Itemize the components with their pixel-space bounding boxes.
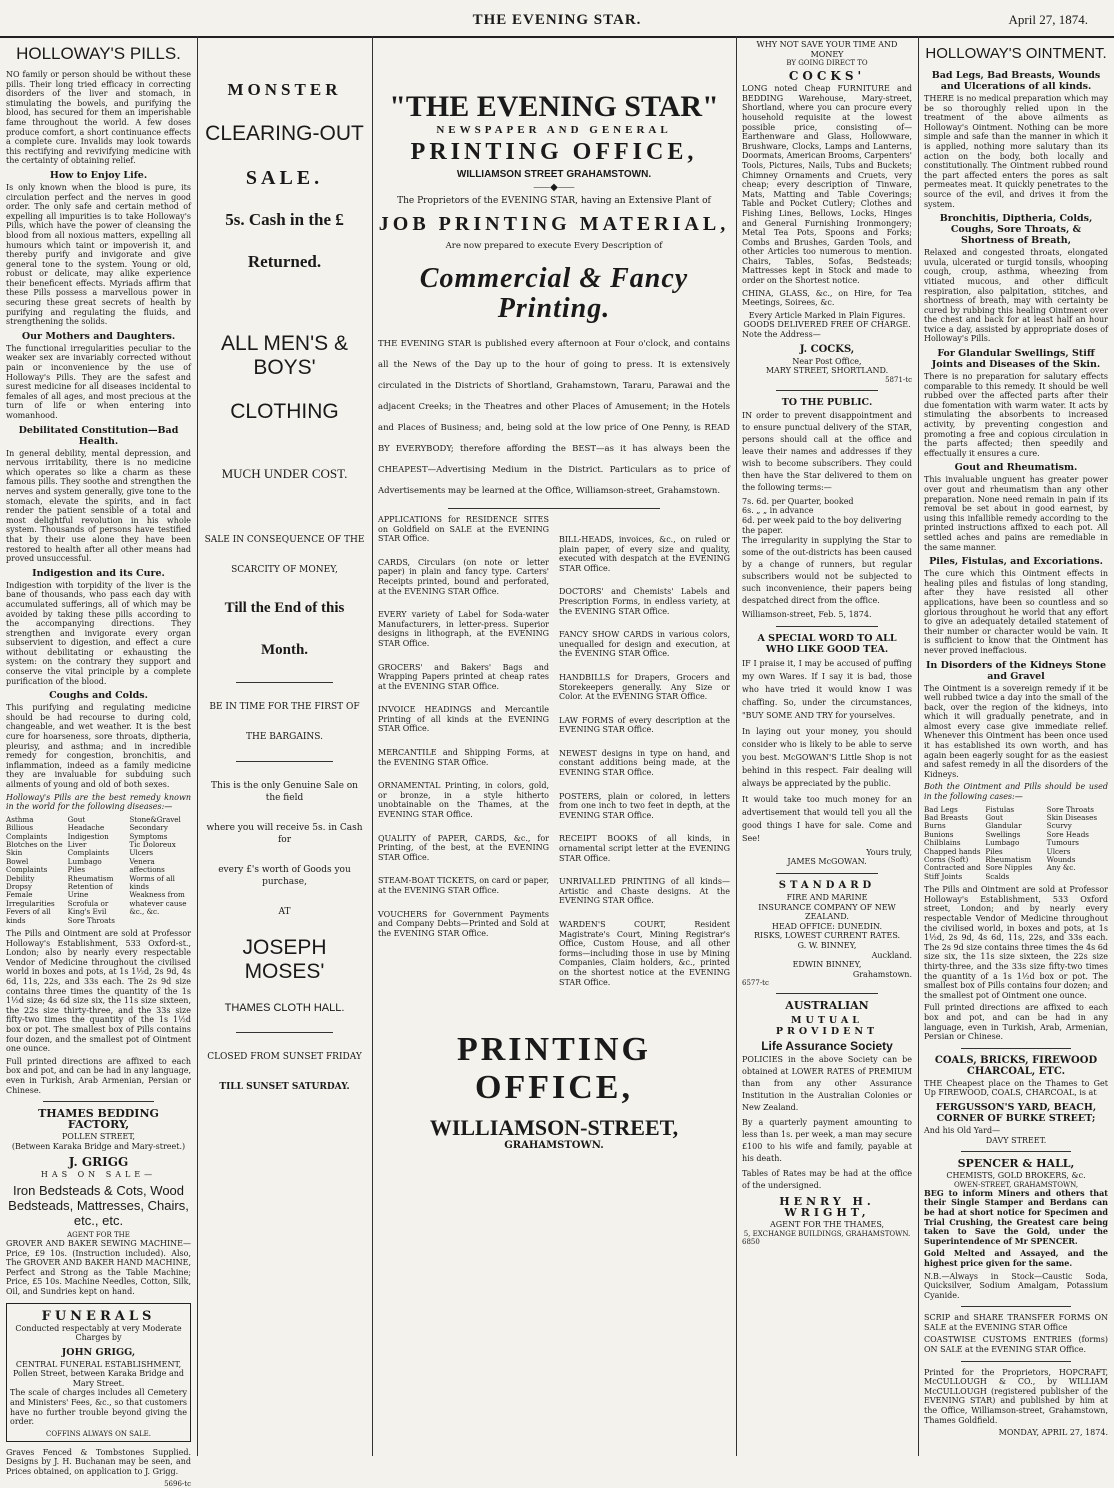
- sale-returned: Returned.: [247, 252, 322, 271]
- funerals-text: Conducted respectably at very Moderate Charges by: [15, 1323, 182, 1343]
- office-printing: PRINTING OFFICE,: [410, 138, 698, 165]
- office-paragraph: THE EVENING STAR is published every afternoon at Four o'clock, and contains all the News of the Day up to the hour of going to press. It is extensively circulated in the Districts of Shortland, Grahamstown, Tararu, Parawai and the adjacent Creeks; in the Theatres and other Places of Amusement; in the Hotels and Places of Business; and, being sold at the low price of One Penny, is READ BY EVERYBODY; therefore affording the BEST—as it has always been the CHEAPEST—Advertising Medium in the District. Particulars as to price of Advertisements may be learned at the Office, Williamson-street, Grahamstown.: [378, 338, 730, 496]
- pills-intro: NO family or person should be without these pills. Their long tried efficacy in correcting disorders of the liver and stomach, in stimulating the bowels, and purifying the blood, has secured for them an imperishable fame throughout the world. A few doses produce comfort, a short continuance effects a complete cure. Invalids may look towards this rectifying and revivifying medicine with the certainty of obtaining relief.: [6, 70, 191, 166]
- iron-bedsteads: Iron Bedsteads & Cots, Wood Bedsteads, Mattresses, Chairs, etc., etc.: [8, 1182, 189, 1228]
- ointment-title: Bad Legs, Bad Breasts, Wounds and Ulcerations of all kinds.: [931, 70, 1101, 92]
- bedding-title: THAMES BEDDING FACTORY,: [38, 1107, 159, 1132]
- ointment-title: In Disorders of the Kidneys Stone and Gravel: [925, 659, 1107, 682]
- sale-hall: THAMES CLOTH HALL.: [224, 1002, 345, 1014]
- grigg-name: J. GRIGG: [68, 1155, 129, 1170]
- column-holloways-pills: [0, 36, 197, 1488]
- cocks-note: Note the Address—: [742, 330, 821, 340]
- cocks-title: COCKS': [788, 69, 866, 84]
- coals-fergusson: FERGUSSON'S YARD, BEACH, CORNER OF BURKE STREET;: [935, 1101, 1097, 1124]
- small-ad: QUALITY of PAPER, CARDS, &c., for Printing, of the best, at the EVENING STAR Office.: [378, 833, 549, 862]
- standard-agent: G. W. BINNEY,: [797, 940, 857, 950]
- spencer-chemists: CHEMISTS, GOLD BROKERS, &c.: [946, 1171, 1086, 1181]
- bottom-street: WILLIAMSON-STREET,: [429, 1115, 679, 1141]
- amp-policies: POLICIES in the above Society can be obtained at LOWER RATES of PREMIUM than from any other Assurance Institution in the Australian Colonies or New Zealand.: [742, 1055, 912, 1113]
- ointment-text: The Ointment is a sovereign remedy if it be well rubbed twice a day into the small of the back, over the region of the kidneys, into which it will gradually penetrate, and in almost every case give immediate relief. Whenever this Ointment has been once used it has established its own worth, and has again been eagerly sought for as the easiest and safest remedy in all the disorders of the Kidneys.: [924, 683, 1108, 779]
- ailment-item: Glandular Swellings: [985, 821, 1022, 839]
- small-ad: HANDBILLS for Drapers, Grocers and Storekeepers generally. Any Size or Color. At the EVENING STAR Office.: [559, 672, 730, 702]
- sale-consequence: SALE IN CONSEQUENCE OF THE: [204, 535, 365, 545]
- office-subtitle: NEWSPAPER AND GENERAL: [436, 124, 672, 136]
- ointment-title: Bronchitis, Diptheria, Colds, Coughs, Sore Throats, & Shortness of Breath,: [939, 213, 1093, 247]
- separator: [961, 1306, 1071, 1307]
- standard-insurance: INSURANCE COMPANY OF NEW ZEALAND.: [758, 902, 896, 922]
- spencer-text: BEG to inform Miners and others that their Single Stamper and Berdans can be had at short notice for Specimen and Trial Crushing, the Greatest care being taken to Save the Gold, under the Superintendence of Mr SPENCER.: [924, 1187, 1108, 1246]
- disease-item: Billious Complaints: [6, 823, 48, 841]
- disease-item: Headache: [67, 823, 105, 833]
- tea-yours: Yours truly,: [866, 847, 912, 857]
- section-text: This purifying and regulating medicine should be had recourse to during cold, changeable, and wet weather. It is the best cure for hoarseness, sore throats, diptheria, pleurisy, and asthma; and in incredible remedy for congestion, bronchitis, and inflammation, indeed as a family medicine they are invaluable for subduing such ailments of young and old of both sexes.: [6, 703, 191, 789]
- disease-item: Lumbago: [67, 856, 102, 866]
- grover-machine: GROVER AND BAKER SEWING MACHINE—Price, £9 10s. (Instruction included). Also, The GROVER AND BAKER HAND MACHINE, Perfect and Strong as the Table Machine; Price, £5 10s. Machine Needles, Cotton, Silk, Oil, and Sundries kept on hand.: [6, 1238, 191, 1296]
- ailment-item: Contracted and Stiff Joints: [924, 863, 981, 881]
- column-cocks: [736, 36, 918, 1456]
- small-ads: [378, 515, 730, 1001]
- sale-clothing: CLOTHING: [230, 400, 339, 423]
- small-ad: EVERY variety of Label for Soda-water Manufacturers, in letter-press. Superior designs in lithograph, at the EVENING STAR Office.: [378, 610, 549, 648]
- disease-item: Secondary Symptoms: [129, 823, 168, 841]
- standard-title: STANDARD: [778, 879, 876, 891]
- small-ad: DOCTORS' and Chemists' Labels and Prescription Forms, in endless variety, at the EVENING STAR Office.: [559, 587, 730, 616]
- ailment-item: Tumours: [1046, 838, 1079, 848]
- ailment-item: Bad Legs: [924, 804, 958, 814]
- office-commercial: Commercial & Fancy Printing.: [419, 262, 689, 324]
- sale-till: Till the End of this: [224, 600, 345, 616]
- ailment-item: Scurvy: [1046, 821, 1072, 831]
- ailment-item: Burns: [924, 821, 946, 831]
- small-ad: GROCERS' and Bakers' Bags and Wrapping Papers printed at cheap rates at the EVENING STAR Office.: [378, 662, 549, 691]
- disease-item: Indigestion: [67, 831, 109, 841]
- terms-item: 6d. per week paid to the boy delivering the paper.: [742, 516, 902, 535]
- ref-number: 5696-tc: [164, 1479, 191, 1488]
- cocks-near: Near Post Office,: [792, 356, 862, 366]
- separator: [776, 390, 878, 391]
- ailment-item: Wounds: [1046, 855, 1076, 865]
- bedding-address: POLLEN STREET,: [61, 1132, 136, 1142]
- sale-title: SALE.: [245, 167, 324, 189]
- ointment-text: This invaluable unguent has greater power over gout and rheumatism than any other preparation. None need remain in pain if its removal be set about in good earnest, by using this infallible remedy according to the printed instructions affixed to each pot. All settled aches and pains are remediable in the same manner.: [924, 475, 1108, 552]
- disease-item: &c., &c.: [129, 907, 160, 917]
- funerals-title: FUNERALS: [41, 1308, 156, 1324]
- disease-table-column: [6, 816, 68, 925]
- amp-wright: HENRY H. WRIGHT,: [779, 1195, 875, 1220]
- coastwise-ad: COASTWISE CUSTOMS ENTRIES (forms) ON SALE at the EVENING STAR Office.: [924, 1335, 1108, 1355]
- masthead: [0, 0, 1114, 38]
- ailment-item: Sore Heads: [1046, 829, 1089, 839]
- sale-bargains: THE BARGAINS.: [246, 732, 323, 742]
- sale-cash: 5s. Cash in the £: [225, 210, 344, 229]
- ref-number: 6577-tc: [742, 979, 769, 988]
- ointment-directions: Full printed directions are affixed to each box and pot, and can be had in any language, even in Turkish, Arab, Armenian, Persian or Chinese.: [924, 1003, 1108, 1042]
- disease-item: Worms of all kinds: [129, 873, 175, 892]
- ailment-item: Sore Nipples: [985, 863, 1033, 873]
- terms-item: 7s. 6d. per Quarter, booked: [742, 496, 854, 506]
- coals-old-yard: And his Old Yard—: [924, 1125, 1001, 1135]
- issue-date: April 27, 1874.: [1008, 12, 1088, 27]
- sale-where: where you will receive 5s. in Cash for: [206, 823, 363, 845]
- public-date: Williamson-street, Feb. 5, 1874.: [742, 610, 872, 620]
- ailment-item: Scalds: [985, 871, 1010, 881]
- small-ad: CARDS, Circulars (on note or letter paper) in plain and fancy type. Carters' Receipts printed, bound and perforated, at the EVENING STAR Office.: [378, 557, 549, 596]
- cocks-delivered: GOODS DELIVERED FREE OF CHARGE.: [743, 320, 911, 330]
- spencer-owen: OWEN-STREET, GRAHAMSTOWN,: [953, 1180, 1079, 1189]
- ointment-heading: HOLLOWAY'S OINTMENT.: [925, 45, 1107, 62]
- pills-sale-info: The Pills and Ointment are sold at Professor Holloway's Establishment, 533 Oxford-st., London; also by nearly every respectable Vendor of Medicine throughout the civilised world in boxes and pots, at 1s 1½d, 2s 9d, 4s 6d, 11s, 22s, and 33s each. The 2s 9d size contains three times the quantity of the 1s 1½d size; 4s 6d size six, the 11s size sixteen, the 22s size thirty-three, and the 33s size fifty-two times the quantity of the 1s 1½d box or pot. The smallest box of Pills contains four dozen, and the smallest pot of Ointment one ounce.: [6, 929, 191, 1054]
- column-holloways-ointment: [918, 36, 1114, 1456]
- ointment-text: There is no preparation for salutary effects comparable to this remedy. It should be well rubbed over the affected parts after their due fomentation with warm water. It acts by stimulating the absorbents to increased activity, by preventing congestion and promoting a free and copious circulation in the parts affected; then speedily and effectually it ensures a cure.: [924, 372, 1108, 458]
- section-text: The functional irregularities peculiar to the weaker sex are invariably corrected without pain or inconvenience by the use of Holloway's Pills. They are the safest and surest medicine for all diseases incidental to females of all ages, and most precious at the turn of life or when entering into womanhood.: [6, 343, 191, 420]
- amp-quarterly: By a quarterly payment amounting to less than 1s. per week, a man may secure £100 to his wife and family, payable at his death.: [742, 1118, 912, 1164]
- standard-risks: RISKS, LOWEST CURRENT RATES.: [753, 931, 901, 941]
- standard-grahamstown: Grahamstown.: [852, 969, 912, 979]
- funerals-name: JOHN GRIGG,: [61, 1346, 136, 1358]
- small-ad: UNRIVALLED PRINTING of all kinds—Artistic and Chaste designs. At the EVENING STAR Office.: [559, 877, 730, 906]
- ailment-item: Ulcers: [1046, 846, 1071, 856]
- ref-number: 5871-tc: [885, 375, 912, 384]
- separator: [236, 682, 334, 683]
- imprint: Printed for the Proprietors, HOPCRAFT, McCULLOUGH & CO., by WILLIAM McCULLOUGH (registered publisher of the EVENING STAR) and published by him at the Office, Williamson-street, Grahamstown, Thames Goldfield.: [924, 1367, 1108, 1425]
- funerals-scale: The scale of charges includes all Cemetery and Ministers' Fees, &c., so that customers have no further trouble beyond giving the order.: [10, 1388, 187, 1427]
- sale-month: Month.: [260, 642, 309, 658]
- imprint-date: MONDAY, APRIL 27, 1874.: [998, 1428, 1108, 1438]
- office-job: JOB PRINTING MATERIAL,: [378, 213, 730, 236]
- irregular-text: The irregularity in supplying the Star to some of the out-districts has been caused by a change of runners, but regular subscribers would not be subjected to such inconvenience, their papers being despatched direct from the office.: [742, 536, 912, 606]
- standard-agent: EDWIN BINNEY,: [792, 960, 862, 970]
- pills-directions: Full printed directions are affixed to each box and pot, and can be had in any language, even in Turkish, Arab Armenian, Persian or Chinese.: [6, 1056, 191, 1095]
- section-title: Coughs and Colds.: [49, 690, 148, 702]
- separator: [236, 761, 334, 762]
- scrip-ad: SCRIP and SHARE TRANSFER FORMS ON SALE at the EVENING STAR Office: [924, 1313, 1108, 1332]
- sale-every: every £'s worth of Goods you purchase,: [218, 865, 351, 887]
- coffins: COFFINS ALWAYS ON SALE.: [46, 1429, 151, 1438]
- small-ad: RECEIPT BOOKS of all kinds, in ornamental script letter at the EVENING STAR Office.: [559, 834, 730, 863]
- bedding-between: (Between Karaka Bridge and Mary-street.): [11, 1141, 186, 1151]
- disease-item: Weakness from whatever cause: [129, 890, 187, 908]
- column-printing-office: [372, 36, 736, 1456]
- disease-item: Blotches on the Skin: [6, 840, 63, 858]
- spencer-nb: N.B.—Always in Stock—Caustic Soda, Quicksilver, Sodium Amalgam, Potassium Cyanide.: [924, 1271, 1108, 1300]
- section-text: In general debility, mental depression, and nervous irritability, there is no medicine which operates so like a charm as these famous pills. They soothe and strengthen the nerves and system generally, give tone to the stomach, elevate the spirits, and in fact render the patient sensible of a total and most delightful revolution in his whole system. Thousands of persons have testified that by their use alone they have been restored to health after all other means had proved unsuccessful.: [6, 448, 191, 564]
- ailment-item: Chapped hands: [924, 846, 981, 856]
- ailment-item: Chilblains: [924, 838, 961, 848]
- disease-item: Venera affections: [129, 856, 165, 875]
- separator: [776, 993, 878, 994]
- small-ads-right: [559, 515, 730, 1001]
- funerals-box: [6, 1303, 191, 1442]
- ailment-item: Gout: [985, 813, 1003, 823]
- small-ad: LAW FORMS of every description at the EVENING STAR Office.: [559, 715, 730, 735]
- section-title: Debilitated Constitution—Bad Health.: [18, 424, 179, 447]
- amp-title: AUSTRALIAN: [785, 999, 869, 1013]
- ointment-text: THERE is no medical preparation which may be so thoroughly relied upon in the treatment of the above ailments as Holloway's Ointment. Nothing can be more simple and safe than the manner in which it is applied, nothing more salutary than its action on the body, both locally and constitutionally. The Ointment rubbed round the part affected enters the pores as salt permeates meat. It quickly penetrates to the source of the evil, and drives it from the system.: [924, 94, 1108, 209]
- ailment-item: Lumbago: [985, 838, 1020, 848]
- disease-item: Stone&Gravel: [129, 814, 181, 824]
- disease-item: Debility: [6, 873, 35, 883]
- sale-moses: JOSEPH MOSES': [242, 936, 327, 983]
- disease-item: Fevers of all kinds: [6, 907, 51, 925]
- section-text: Is only known when the blood is pure, its circulation perfect and the nerves in good order. The only safe and certain method of expelling all impurities is to take Holloway's Pills, which have the power of cleansing the blood from all noxious matters, expelling all humours which taint or impoverish it, and thereby purify and invigorate and give general tone to the system. Young or old, robust or delicate, may alike experience their beneficent effects. Myriads affirm that these Pills possess a marvellous power in securing these great secrets of health by purifying and regulating the fluids, and strengthening the solids.: [6, 182, 191, 327]
- graves: Graves Fenced & Tombstones Supplied. Designs by J. H. Buchanan may be seen, and Prices obtained, on application to J. Grigg.: [6, 1447, 191, 1477]
- disease-table-column: [68, 816, 130, 925]
- cocks-text: LONG noted Cheap FURNITURE and BEDDING Warehouse, Mary-street, Shortland, where you can procure every household requisite at the lowest possible price, consisting of—Earthenware and Glass, Hollowware, Brushware, Clocks, Lamps and Lanterns, Doormats, American Brooms, Carpenters' Tools, Pictures, Nails, Tubs and Buckets; Chimney Ornaments and Cruets, very cheap; every description of Tinware, Mats, Matting and Table Coverings; Table and Pocket Cutlery; Clothes and Fishing Lines, Bellows, Locks, Hinges and General Furnishing Ironmongery; Metal Tea Pots, Spoons and Forks; Combs and Brushes, Garden Tools, and other Articles too numerous to mention. Chairs, Tables, Sofas, Bedsteads; Mattresses kept in Stock and made to order on the Shortest notice.: [742, 84, 912, 286]
- cocks-china: CHINA, GLASS, &c., on Hire, for Tea Meetings, Soirees, &c.: [742, 288, 912, 308]
- ointment-table-column: [1047, 806, 1108, 882]
- terms-item: 6s. „ „ in advance: [742, 506, 814, 516]
- ointment-table-column: [924, 806, 985, 882]
- ailment-item: Rheumatism: [985, 855, 1032, 865]
- ailment-item: Skin Diseases: [1046, 813, 1098, 823]
- cocks-marked: Every Article Marked in Plain Figures.: [748, 310, 906, 320]
- sale-cost: MUCH UNDER COST.: [221, 466, 348, 481]
- disease-item: Retention of Urine: [67, 882, 113, 900]
- funerals-establishment: CENTRAL FUNERAL ESTABLISHMENT, Pollen Street, between Karaka Bridge and Mary Street.: [12, 1359, 185, 1388]
- cocks-name: J. COCKS,: [799, 343, 855, 355]
- cocks-mary: MARY STREET, SHORTLAND.: [765, 366, 889, 376]
- small-ad: NEWEST designs in type on hand, and constant additions being made, at the EVENING STAR Office.: [559, 748, 730, 778]
- agent-for: AGENT FOR THE: [67, 1230, 130, 1239]
- sale-till-saturday: TILL SUNSET SATURDAY.: [219, 1082, 350, 1092]
- spencer-title: SPENCER & HALL,: [957, 1157, 1075, 1171]
- disease-item: Gout: [67, 814, 86, 824]
- sale-scarcity: SCARCITY OF MONEY,: [231, 565, 338, 575]
- ointment-table-intro: Both the Ointment and Pills should be used in the following cases:—: [924, 782, 1108, 802]
- disease-table-column: [129, 816, 191, 925]
- sale-closed: CLOSED FROM SUNSET FRIDAY: [207, 1052, 362, 1062]
- ointment-title: Gout and Rheumatism.: [954, 462, 1078, 474]
- small-ad: WARDEN'S COURT, Resident Magistrate's Court, Mining Registrar's Office, Custom House, and all other forms—including those in use by Mining Companies, Claim holders, &c., printed on the shortest notice at the EVENING STAR Office.: [559, 920, 730, 987]
- sale-allmens: ALL MEN'S & BOYS': [221, 332, 348, 379]
- ointment-text: Relaxed and congested throats, elongated uvula, ulcerated or turgid tonsils, whooping cough, croup, asthma, wheezing from vitiated mucous, and other difficult respiration, also palpitation, stitches, and shortness of breath, may with certainty be cured by rubbing this healing Ointment over the chest and back for at least half an hour twice a day, assisted by appropriate doses of Holloway's Pills.: [924, 248, 1108, 344]
- spencer-gold: Gold Melted and Assayed, and the highest price given for the same.: [924, 1248, 1108, 1268]
- ailment-item: Any &c.: [1046, 863, 1076, 873]
- tea-title: A SPECIAL WORD TO ALL WHO LIKE GOOD TEA.: [757, 632, 897, 655]
- separator: [961, 1048, 1071, 1049]
- separator: [43, 1101, 154, 1102]
- separator: [961, 1361, 1071, 1362]
- bottom-printing: PRINTING OFFICE,: [456, 1031, 652, 1107]
- section-text: Indigestion with torpidity of the liver is the bane of thousands, who pass each day with accumulated sufferings, all of which may be avoided by taking these pills according to the accompanying directions. They strengthen and invigorate every organ subservient to digestion, and effect a cure without debilitating or exhausting the system: on the contrary they support and conserve the vital principle by a complete purification of the blood.: [6, 580, 191, 686]
- amp-tables: Tables of Rates may be had at the office of the undersigned.: [742, 1169, 912, 1191]
- separator: [236, 1032, 334, 1033]
- amp-agent: AGENT FOR THE THAMES,: [769, 1220, 885, 1230]
- has-on-sale: HAS ON SALE—: [40, 1170, 157, 1180]
- small-ad: BILL-HEADS, invoices, &c., on ruled or plain paper, of every size and quality, executed with despatch at the EVENING STAR Office.: [559, 534, 730, 573]
- tea-text: It would take too much money for an advertisement that would tell you all the good things I have for sale. Come and See!: [742, 794, 912, 843]
- standard-auckland: Auckland.: [871, 950, 912, 960]
- ailment-item: Sore Throats: [1046, 804, 1094, 814]
- ointment-title: For Glandular Swellings, Stiff Joints and Diseases of the Skin.: [931, 348, 1101, 371]
- bottom-town: GRAHAMSTOWN.: [504, 1140, 604, 1152]
- section-title: Our Mothers and Daughters.: [21, 330, 176, 342]
- ointment-title: Piles, Fistulas, and Excoriations.: [929, 556, 1103, 568]
- amp-mutual: MUTUAL PROVIDENT: [775, 1015, 879, 1038]
- coals-text: THE Cheapest place on the Thames to Get Up FIREWOOD, COALS, CHARCOAL, is at: [924, 1078, 1108, 1098]
- tea-text: IF I praise it, I may be accused of puffing my own Wares. If I say it is bad, those who have tried it would know I was chaffing. So, under the circumstances, "BUY SOME AND TRY for yourselves.: [742, 658, 912, 720]
- public-text: IN order to prevent disappointment and to ensure punctual delivery of the STAR, persons should call at the office and leave their names and addresses if they wish to become subscribers. They could then have the Star delivered to them on the following terms:—: [742, 410, 912, 492]
- small-ad: VOUCHERS for Government Payments and Company Debts—Printed and Sold at the EVENING STAR Office.: [378, 909, 549, 938]
- disease-item: Tic Doloreux: [129, 840, 176, 849]
- section-title: How to Enjoy Life.: [49, 169, 148, 181]
- ref-number: 6850: [742, 1237, 760, 1246]
- ointment-table-column: [985, 806, 1046, 882]
- small-ad: STEAM-BOAT TICKETS, on card or paper, at the EVENING STAR Office.: [378, 876, 549, 895]
- coals-davy: DAVY STREET.: [985, 1135, 1047, 1145]
- by-going: BY GOING DIRECT TO: [786, 59, 868, 68]
- disease-item: Scrofula or King's Evil: [67, 898, 109, 917]
- sale-monster: MONSTER: [227, 80, 342, 99]
- disease-item: Bowel Complaints: [6, 856, 48, 875]
- section-title: Indigestion and its Cure.: [32, 567, 165, 579]
- ointment-table: [924, 806, 1108, 882]
- separator: [448, 508, 659, 509]
- disease-item: Sore Throats: [67, 915, 115, 925]
- small-ad: FANCY SHOW CARDS in various colors, unequalled for design and execution, at the EVENING STAR Office.: [559, 630, 730, 659]
- ointment-text: The cure which this Ointment effects in healing piles and fistulas of long standing, after they have resisted all other applications, have been so countless and so glorious throughout he world that any effort to give an adequately detailed statement of their number or character would be vain. It is sufficient to know that the Ointment has never proved ineffacious.: [924, 569, 1108, 655]
- small-ad: APPLICATIONS for RESIDENCE SITES on Goldfield on SALE at the EVENING STAR Office.: [378, 514, 549, 544]
- disease-item: Asthma: [6, 814, 34, 824]
- small-ad: POSTERS, plain or colored, in letters from one inch to two feet in depth, at the EVENING STAR Office.: [559, 791, 730, 820]
- office-title: "THE EVENING STAR": [389, 90, 719, 123]
- standard-head: HEAD OFFICE: DUNEDIN.: [771, 921, 883, 931]
- ailment-item: Fistulas: [985, 804, 1015, 814]
- coals-title: COALS, BRICKS, FIREWOOD CHARCOAL, ETC.: [934, 1054, 1098, 1077]
- ailment-item: Corns (Soft): [924, 855, 969, 865]
- ailment-item: Bunions: [924, 829, 954, 839]
- office-street: WILLIAMSON STREET GRAHAMSTOWN.: [456, 168, 652, 180]
- sale-clearing: CLEARING-OUT: [205, 122, 364, 145]
- amp-exchange: 5, EXCHANGE BUILDINGS, GRAHAMSTOWN.: [743, 1229, 911, 1238]
- small-ad: MERCANTILE and Shipping Forms, at the EVENING STAR Office.: [378, 748, 549, 767]
- disease-item: Piles: [67, 865, 86, 875]
- office-proprietors: The Proprietors of the EVENING STAR, having an Extensive Plant of: [397, 195, 711, 206]
- disease-item: Ulcers: [129, 848, 154, 858]
- newspaper-title: THE EVENING STAR.: [472, 12, 642, 28]
- tea-text: In laying out your money, you should consider who is likely to be able to serve you best. McGOWAN'S Little Shop is not behind in this respect. Fair dealing will always be appreciated by the public.: [742, 726, 912, 788]
- ailment-item: Piles: [985, 846, 1003, 856]
- separator: [776, 873, 878, 874]
- small-ad: INVOICE HEADINGS and Mercantile Printing of all kinds at the EVENING STAR Office.: [378, 705, 549, 734]
- sale-at: AT: [278, 907, 291, 917]
- why-save: WHY NOT SAVE YOUR TIME AND MONEY: [756, 40, 898, 59]
- separator: [776, 626, 878, 627]
- disease-item: Dropsy: [6, 882, 32, 892]
- public-title: TO THE PUBLIC.: [781, 396, 873, 408]
- ailment-item: Bad Breasts: [924, 813, 968, 823]
- standard-fire: FIRE AND MARINE: [786, 892, 868, 902]
- amp-life: Life Assurance Society: [761, 1039, 893, 1054]
- disease-item: Female Irregularities: [6, 890, 55, 908]
- sale-genuine: This is the only Genuine Sale on the field: [211, 781, 358, 803]
- tea-mcgowan: JAMES McGOWAN.: [787, 857, 867, 867]
- pills-heading: HOLLOWAY'S PILLS.: [16, 44, 181, 63]
- separator: [961, 1151, 1071, 1152]
- disease-item: Rheumatism: [67, 873, 114, 883]
- column-clearing-sale: [197, 36, 372, 1456]
- office-prepared: Are now prepared to execute Every Description of: [445, 241, 663, 252]
- small-ads-left: [378, 515, 549, 1001]
- disease-table-intro: Holloway's Pills are the best remedy known in the world for the following diseases:—: [6, 792, 191, 812]
- small-ad: ORNAMENTAL Printing, in colors, gold, or bronze, in a style hitherto unobtainable on the Thames, at the EVENING STAR Office.: [378, 781, 549, 820]
- ornament: ⸺◆⸺: [533, 182, 575, 194]
- sale-betime: BE IN TIME FOR THE FIRST OF: [209, 702, 360, 712]
- disease-item: Liver Complaints: [67, 840, 110, 858]
- ointment-sale: The Pills and Ointment are sold at Professor Holloway's Establishment, 533 Oxford street, London; and by nearly every respectable Vendor of Medicine throughout the civilised world, in boxes and pots, at 1s 1½d, 2s 9d, 4s 6d, 11s, 22s, and 33s each. The 2s 9d size contains three times the 4s 6d size six, the 11s size sixteen, the 22s size thirty-three, and the 33s size fifty-two times the quantity of a 1s 1½d box or pot. The smallest box of Pills contains four dozen; and the smallest pot of Ointment one ounce.: [924, 885, 1108, 1000]
- disease-table: [6, 816, 191, 925]
